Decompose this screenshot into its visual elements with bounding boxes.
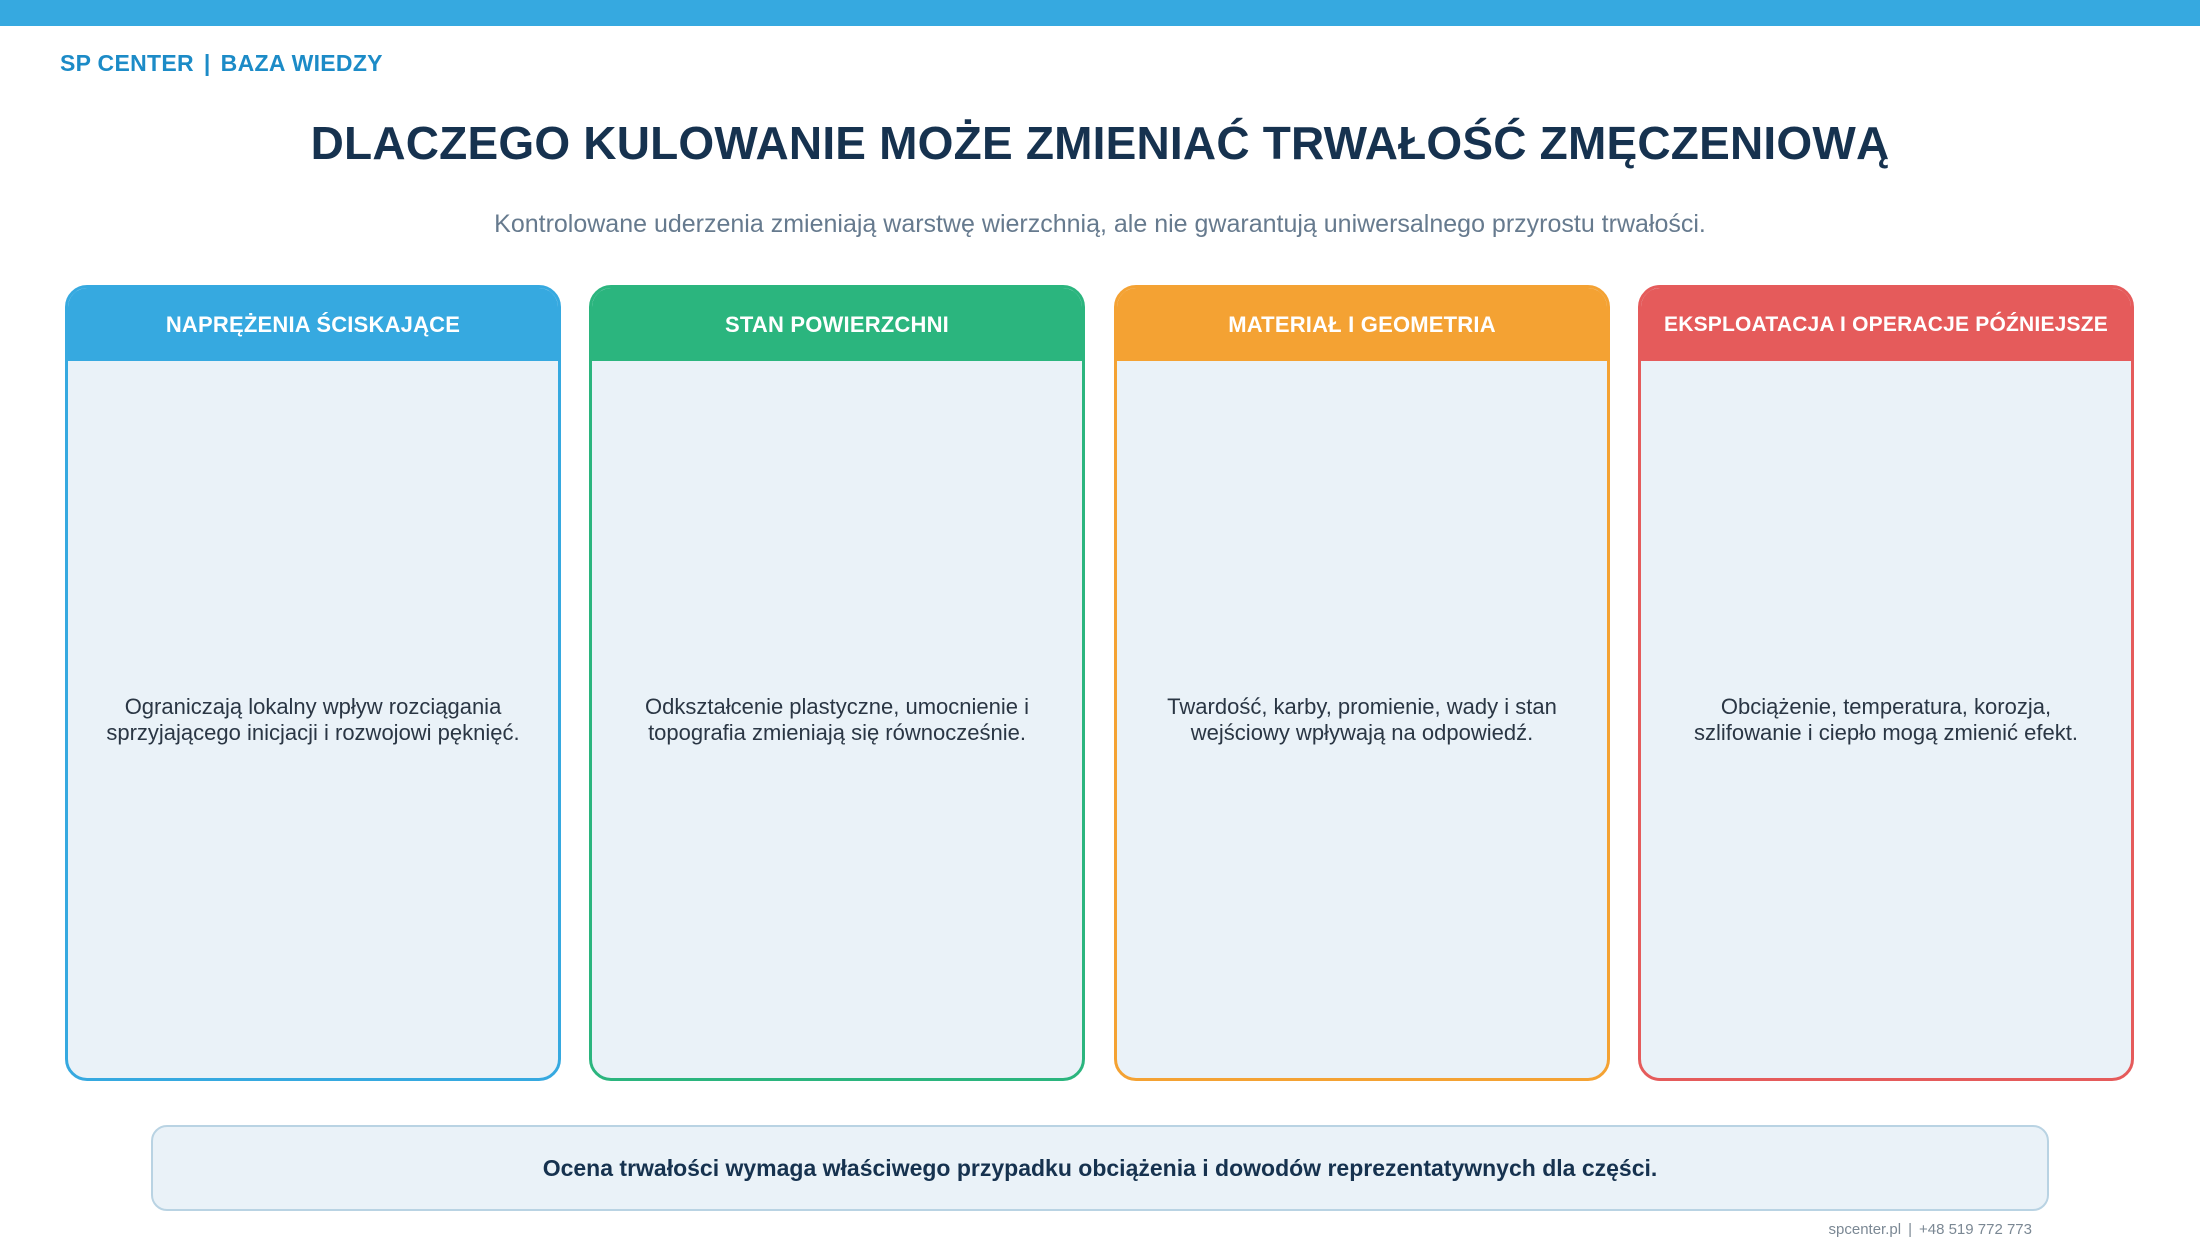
- footer-website: spcenter.pl: [1828, 1221, 1902, 1238]
- card-body: [1117, 361, 1607, 1078]
- page-subtitle: Kontrolowane uderzenia zmieniają warstwę wierzchnią, ale nie gwarantują uniwersalnego przyrostu trwałości.: [494, 210, 1706, 238]
- page-title: DLACZEGO KULOWANIE MOŻE ZMIENIAĆ TRWAŁOŚĆ ZMĘCZENIOWĄ: [310, 117, 1890, 169]
- card-compressive-stress: [65, 285, 561, 1081]
- footer-phone: +48 519 772 773: [1918, 1221, 2032, 1238]
- card-material-geometry: [1114, 285, 1610, 1081]
- card-header: STAN POWIERZCHNI: [592, 288, 1082, 361]
- summary-note: [151, 1125, 2049, 1211]
- footer-separator: |: [1908, 1221, 1912, 1238]
- card-header: NAPRĘŻENIA ŚCISKAJĄCE: [68, 288, 558, 361]
- card-text: Obciążenie, temperatura, korozja, szlifowanie i ciepło mogą zmienić efekt.: [1694, 693, 2078, 745]
- card-text: Twardość, karby, promienie, wady i stan wejściowy wpływają na odpowiedź.: [1167, 693, 1557, 745]
- card-text: Ograniczają lokalny wpływ rozciągania sprzyjającego inicjacji i rozwojowi pęknięć.: [106, 693, 520, 745]
- card-header: MATERIAŁ I GEOMETRIA: [1117, 288, 1607, 361]
- top-accent-bar: [0, 0, 2200, 26]
- brand-header: [60, 50, 383, 77]
- card-body: [1641, 361, 2131, 1078]
- card-body: [68, 361, 558, 1078]
- brand-name: SP CENTER: [60, 50, 194, 76]
- brand-section: BAZA WIEDZY: [220, 50, 383, 76]
- summary-note-text: Ocena trwałości wymaga właściwego przypadku obciążenia i dowodów reprezentatywnych dla części.: [542, 1154, 1658, 1181]
- footer-contact: [1829, 1221, 2032, 1238]
- cards-row: [65, 285, 2135, 1081]
- card-text: Odkształcenie plastyczne, umocnienie i topografia zmieniają się równocześnie.: [645, 693, 1029, 745]
- brand-separator: |: [203, 50, 211, 76]
- card-surface-state: [589, 285, 1085, 1081]
- card-operation-later-ops: [1638, 285, 2134, 1081]
- card-header: EKSPLOATACJA I OPERACJE PÓŹNIEJSZE: [1641, 288, 2131, 361]
- card-body: [592, 361, 1082, 1078]
